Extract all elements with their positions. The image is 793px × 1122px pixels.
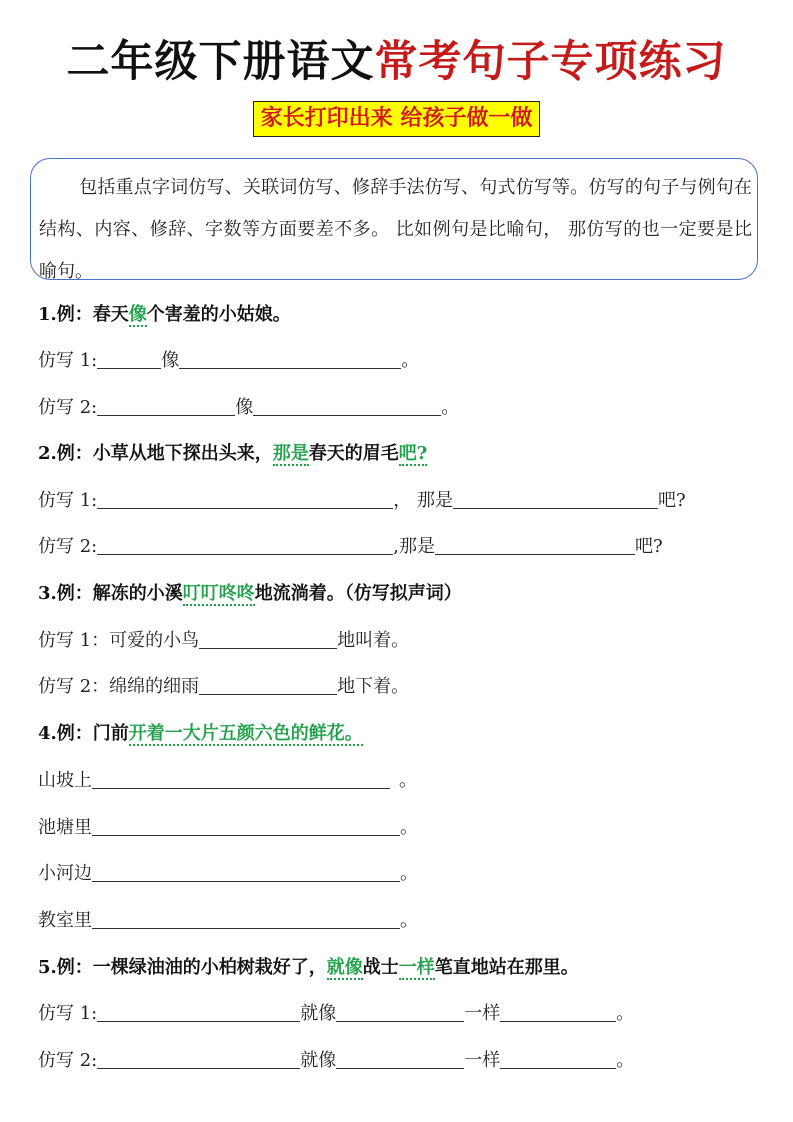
q5-line-1 [38, 999, 634, 1029]
q1-l2-end: 。 [441, 397, 460, 418]
title-topic: 常考句子专项练习 [374, 37, 727, 87]
q4-l1-end: 。 [399, 770, 417, 791]
subtitle-banner [0, 101, 793, 137]
q4-l2-end: 。 [400, 817, 418, 838]
q1-l2-word: 像 [235, 397, 254, 418]
intro-text: 包括重点字词仿写、关联词仿写、修辞手法仿写、句式仿写等。仿写的句子与例句在结构、内容、修辞、字数等方面要差不多。 比如例句是比喻句， 那仿写的也一定要是比喻句。 [39, 177, 752, 282]
q1-line-1 [38, 346, 419, 376]
q1-l1-label: 仿写 1: [38, 350, 98, 371]
q4-l1-label: 山坡上 [38, 770, 92, 791]
answer-blank[interactable] [336, 1000, 464, 1022]
q1-key: 像 [128, 304, 147, 325]
q4-text-a: 4.例：门前 [38, 723, 129, 744]
q5-text-a: 5.例：一棵绿油油的小柏树栽好了， [38, 957, 327, 978]
answer-blank[interactable] [199, 627, 337, 649]
q2-l1-end: 吧? [657, 490, 686, 511]
answer-blank[interactable] [336, 1047, 464, 1069]
q3-line-2 [38, 672, 409, 702]
q3-text-a: 3.例：解冻的小溪 [38, 583, 183, 604]
q2-text-a: 2.例：小草从地下探出头来， [38, 443, 273, 464]
title-grade: 二年级下册语文 [66, 37, 375, 87]
answer-blank[interactable] [97, 1047, 300, 1069]
answer-blank[interactable] [500, 1000, 616, 1022]
answer-blank[interactable] [253, 394, 441, 416]
q5-text-c: 笔直地站在那里。 [434, 957, 579, 978]
q4-example [38, 719, 363, 749]
answer-blank[interactable] [97, 347, 161, 369]
q3-example [38, 579, 462, 609]
q5-line-2 [38, 1046, 634, 1076]
q3-l1-end: 地叫着。 [337, 630, 410, 651]
q3-l2-end: 地下着。 [337, 676, 410, 697]
q5-key-2: 一样 [398, 957, 435, 978]
q2-line-2 [38, 532, 663, 562]
answer-blank[interactable] [92, 860, 400, 882]
q5-key-1: 就像 [326, 957, 363, 978]
q5-example [38, 953, 579, 983]
q3-key: 叮叮咚咚 [182, 583, 255, 604]
answer-blank[interactable] [199, 673, 337, 695]
q2-l1-word: ， 那是 [393, 490, 453, 511]
q2-key-1: 那是 [272, 443, 309, 464]
answer-blank[interactable] [179, 347, 401, 369]
q1-text-b: 个害羞的小姑娘。 [146, 304, 291, 325]
q3-l1-label: 仿写 1：可爱的小鸟 [38, 630, 200, 651]
q5-l2-label: 仿写 2: [38, 1050, 98, 1071]
q5-l1-word-1: 就像 [300, 1003, 337, 1024]
q4-key: 开着一大片五颜六色的鲜花。 [128, 723, 363, 744]
q2-line-1 [38, 486, 686, 516]
q4-l3-label: 小河边 [38, 863, 92, 884]
answer-blank[interactable] [92, 814, 400, 836]
q5-l1-end: 。 [616, 1003, 635, 1024]
answer-blank[interactable] [97, 1000, 300, 1022]
q1-example [38, 300, 291, 330]
answer-blank[interactable] [92, 907, 400, 929]
subtitle: 家长打印出来 给孩子做一做 [253, 101, 541, 137]
q1-l1-end: 。 [401, 350, 420, 371]
q1-l2-label: 仿写 2: [38, 397, 98, 418]
answer-blank[interactable] [453, 487, 658, 509]
q2-text-b: 春天的眉毛 [308, 443, 399, 464]
worksheet-title [0, 36, 793, 88]
q4-line-1 [38, 766, 417, 796]
q2-example [38, 439, 427, 469]
q2-l2-label: 仿写 2: [38, 536, 98, 557]
q5-l1-label: 仿写 1: [38, 1003, 98, 1024]
q3-line-1 [38, 626, 409, 656]
answer-blank[interactable] [92, 767, 390, 789]
q2-l1-label: 仿写 1: [38, 490, 98, 511]
answer-blank[interactable] [500, 1047, 616, 1069]
answer-blank[interactable] [435, 533, 635, 555]
q1-line-2 [38, 393, 459, 423]
q5-l1-word-2: 一样 [464, 1003, 501, 1024]
intro-box [30, 158, 758, 280]
q5-l2-word-1: 就像 [300, 1050, 337, 1071]
q3-text-b: 地流淌着。（仿写拟声词） [254, 583, 462, 604]
q3-l2-label: 仿写 2：绵绵的细雨 [38, 676, 200, 697]
q4-l4-label: 教室里 [38, 910, 92, 931]
q2-key-2: 吧? [398, 443, 428, 464]
q2-l2-end: 吧? [634, 536, 663, 557]
q4-line-2 [38, 813, 418, 843]
answer-blank[interactable] [97, 487, 393, 509]
q5-l2-word-2: 一样 [464, 1050, 501, 1071]
q4-line-4 [38, 906, 418, 936]
q4-line-3 [38, 859, 418, 889]
q4-l3-end: 。 [400, 863, 418, 884]
q2-l2-word: ,那是 [393, 536, 435, 557]
q1-l1-word: 像 [161, 350, 180, 371]
answer-blank[interactable] [97, 533, 393, 555]
q1-text-a: 1.例：春天 [38, 304, 129, 325]
answer-blank[interactable] [97, 394, 235, 416]
q4-l4-end: 。 [400, 910, 418, 931]
q5-text-b: 战士 [362, 957, 399, 978]
q5-l2-end: 。 [616, 1050, 635, 1071]
q4-l2-label: 池塘里 [38, 817, 92, 838]
